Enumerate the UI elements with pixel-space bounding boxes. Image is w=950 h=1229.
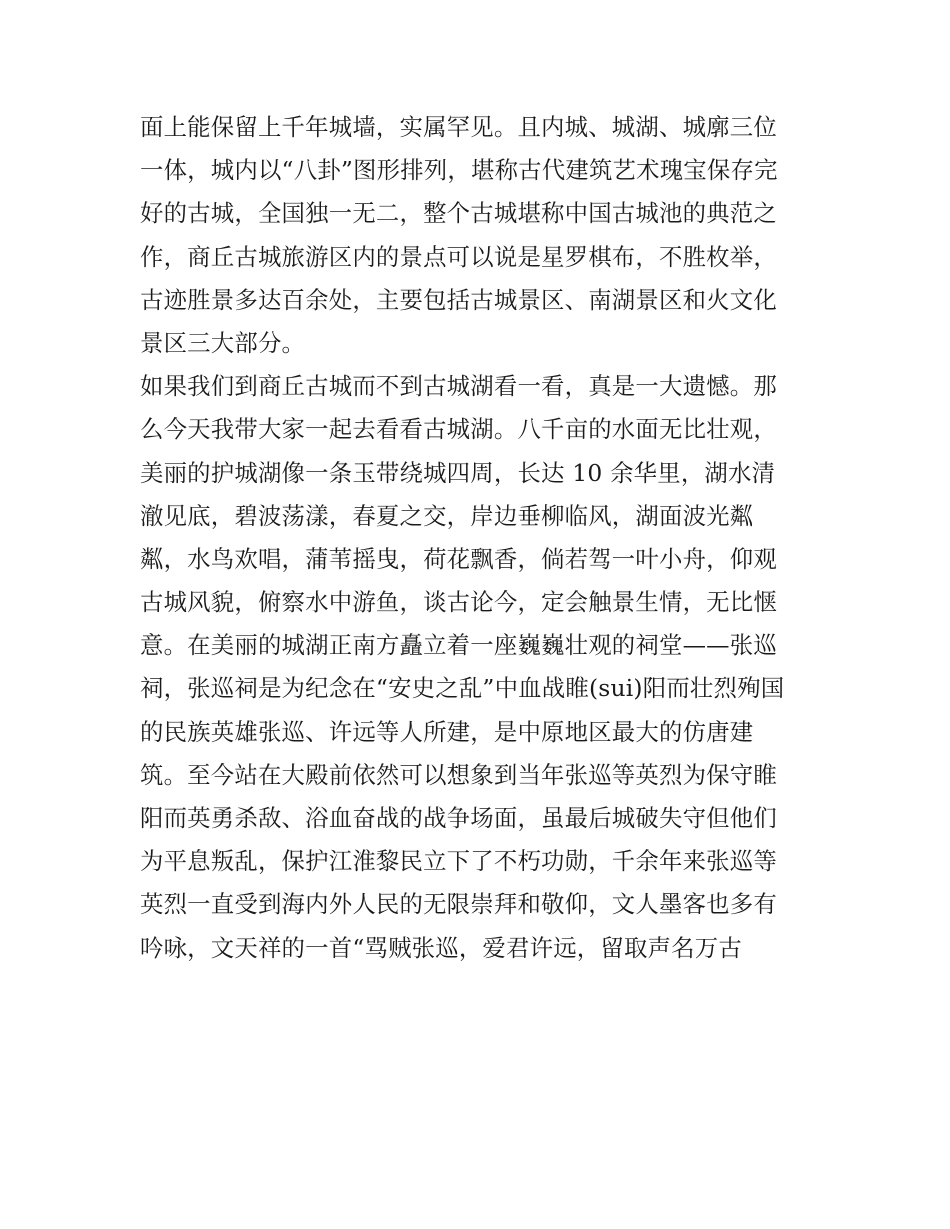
- text-line: 如果我们到商丘古城而不到古城湖看一看，真是一大遗憾。那: [140, 372, 777, 401]
- text-line: 古城风貌，俯察水中游鱼，谈古论今，定会触景生情，无比惬: [140, 588, 777, 617]
- text-line: 景区三大部分。: [140, 328, 306, 357]
- text-line: 古迹胜景多达百余处，主要包括古城景区、南湖景区和火文化: [140, 285, 777, 314]
- text-line: 面上能保留上千年城墙，实属罕见。且内城、城湖、城廓三位: [140, 113, 777, 141]
- document-page: [140, 106, 812, 970]
- text-line: 澈见底，碧波荡漾，春夏之交，岸边垂柳临风，湖面波光粼: [140, 501, 754, 530]
- text-line: 一体，城内以“八卦”图形排列，堪称古代建筑艺术瑰宝保存完: [140, 156, 778, 185]
- text-line: 阳而英勇杀敌、浴血奋战的战争场面，虽最后城破失守但他们: [140, 804, 777, 832]
- text-line: 美丽的护城湖像一条玉带绕城四周，长达 10 余华里，湖水清: [140, 458, 776, 487]
- text-line: 祠，张巡祠是为纪念在“安史之乱”中血战睢(sui)阳而壮烈殉国: [140, 674, 785, 703]
- paragraph-1: [140, 106, 812, 365]
- paragraph-2: [140, 365, 812, 970]
- text-line: 英烈一直受到海内外人民的无限崇拜和敬仰，文人墨客也多有: [140, 890, 777, 919]
- text-line: 好的古城，全国独一无二，整个古城堪称中国古城池的典范之: [140, 199, 777, 228]
- text-line: 粼，水鸟欢唱，蒲苇摇曳，荷花飘香，倘若驾一叶小舟，仰观: [140, 544, 777, 573]
- text-line: 的民族英雄张巡、许远等人所建，是中原地区最大的仿唐建: [140, 717, 754, 746]
- text-line: 筑。至今站在大殿前依然可以想象到当年张巡等英烈为保守睢: [140, 760, 777, 789]
- text-line: 么今天我带大家一起去看看古城湖。八千亩的水面无比壮观，: [140, 415, 777, 444]
- text-line: 吟咏，文天祥的一首“骂贼张巡，爱君许远，留取声名万古: [140, 933, 742, 962]
- text-line: 为平息叛乱，保护江淮黎民立下了不朽功勋，千余年来张巡等: [140, 847, 777, 876]
- text-line: 作，商丘古城旅游区内的景点可以说是星罗棋布，不胜枚举，: [140, 242, 777, 271]
- text-line: 意。在美丽的城湖正南方矗立着一座巍巍壮观的祠堂——张巡: [140, 631, 777, 660]
